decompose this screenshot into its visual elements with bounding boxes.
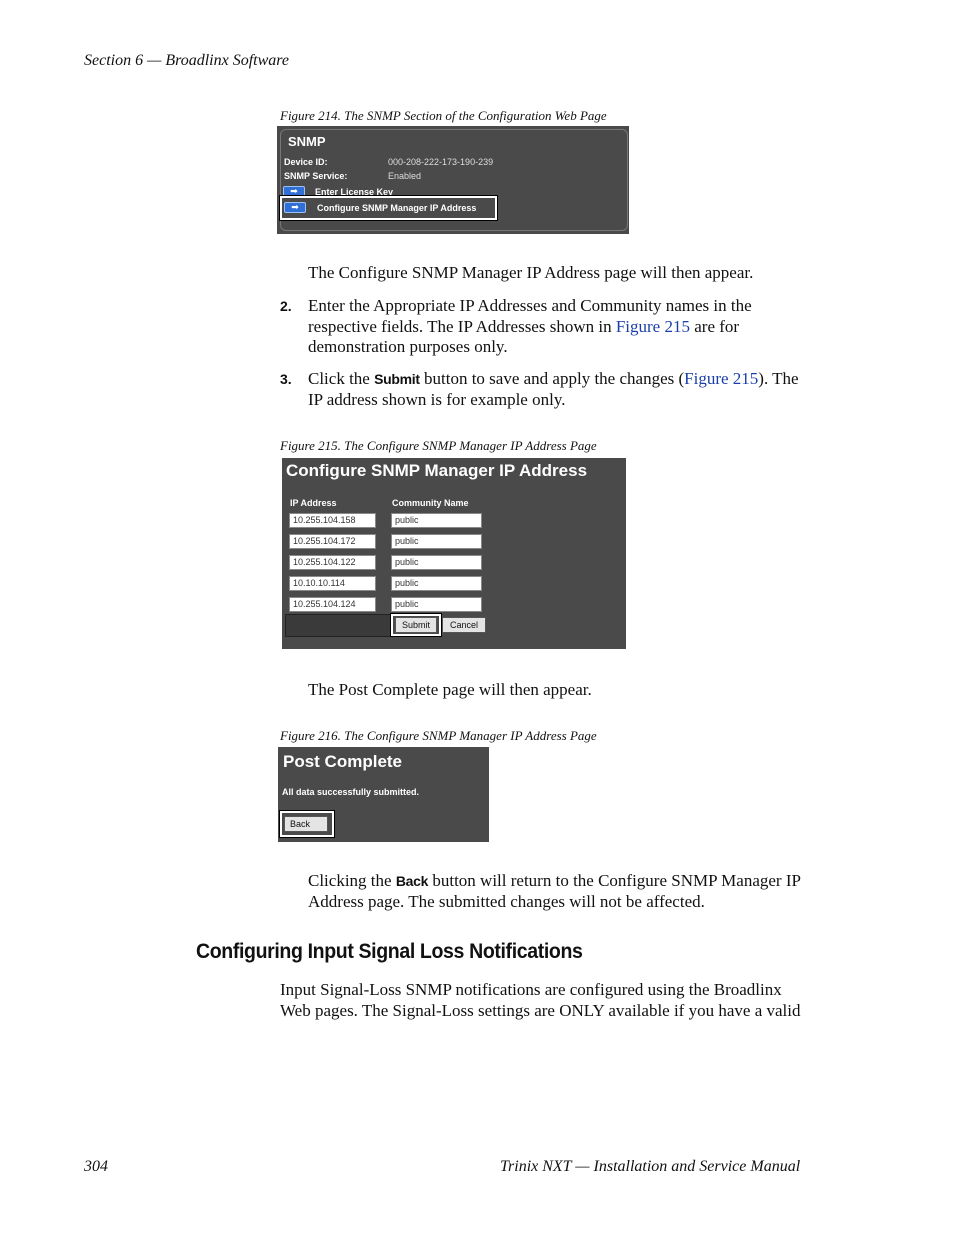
paragraph-line: Input Signal-Loss SNMP notifications are configured using the Broadlinx — [280, 980, 782, 999]
submit-button[interactable]: Submit — [395, 617, 437, 633]
snmp-panel-title: SNMP — [288, 134, 326, 149]
community-name-field[interactable]: public — [391, 534, 482, 549]
back-button-ref: Back — [395, 873, 429, 889]
paragraph — [280, 980, 850, 1021]
step-2-line: demonstration purposes only. — [308, 337, 508, 356]
step-2-line: Enter the Appropriate IP Addresses and Community names in the — [308, 296, 752, 315]
paragraph — [308, 871, 848, 912]
paragraph: The Configure SNMP Manager IP Address page will then appear. — [308, 263, 754, 282]
step-2-line: respective fields. The IP Addresses shown in Figure 215 are for — [308, 316, 740, 336]
arrow-right-icon: ➡ — [283, 186, 305, 196]
ip-address-field[interactable]: 10.10.10.114 — [289, 576, 376, 591]
community-name-field[interactable]: public — [391, 555, 482, 570]
arrow-right-icon: ➡ — [284, 202, 306, 213]
step-3-line: Click the Submit button to save and apply the changes (Figure 215). The — [308, 369, 799, 388]
snmp-service-value: Enabled — [388, 171, 422, 181]
community-name-field[interactable]: public — [391, 576, 482, 591]
cancel-button[interactable]: Cancel — [442, 617, 486, 633]
ip-address-field[interactable]: 10.255.104.158 — [289, 513, 376, 528]
device-id-label: Device ID: — [284, 157, 328, 167]
figure-216-caption: Figure 216. The Configure SNMP Manager IP Address Page — [280, 728, 597, 743]
community-name-field[interactable]: public — [391, 513, 482, 528]
figure-214-caption: Figure 214. The SNMP Section of the Configuration Web Page — [280, 108, 607, 123]
ip-address-header: IP Address — [290, 498, 337, 508]
back-button[interactable]: Back — [284, 816, 328, 832]
figure-215-link[interactable]: Figure 215 — [684, 369, 759, 388]
device-id-value: 000-208-222-173-190-239 — [388, 157, 494, 167]
paragraph-line: Web pages. The Signal-Loss settings are ONLY available if you have a valid — [280, 1000, 801, 1020]
step-3-line: IP address shown is for example only. — [308, 389, 566, 409]
manual-title: Trinix NXT — Installation and Service Manual — [500, 1158, 801, 1175]
figure-215-caption: Figure 215. The Configure SNMP Manager IP Address Page — [280, 438, 597, 453]
enter-license-key-label: Enter License Key — [315, 187, 394, 196]
figure-215-link[interactable]: Figure 215 — [615, 316, 690, 336]
community-name-header: Community Name — [392, 498, 469, 508]
submit-button-ref: Submit — [374, 371, 420, 387]
paragraph-line: Address page. The submitted changes will not be affected. — [308, 891, 705, 911]
success-message: All data successfully submitted. — [282, 787, 420, 797]
ip-address-field[interactable]: 10.255.104.122 — [289, 555, 376, 570]
section-heading: Configuring Input Signal Loss Notifications — [196, 940, 583, 963]
step-number: 2. — [280, 298, 292, 314]
step-number: 3. — [280, 371, 292, 387]
post-complete-screenshot — [278, 747, 489, 842]
running-header: Section 6 — Broadlinx Software — [84, 52, 290, 69]
configure-snmp-title: Configure SNMP Manager IP Address — [286, 461, 588, 480]
configure-snmp-screenshot — [282, 458, 626, 649]
paragraph: The Post Complete page will then appear. — [308, 680, 592, 699]
snmp-service-label: SNMP Service: — [284, 171, 348, 181]
snmp-section-screenshot — [277, 126, 629, 234]
back-button-highlight[interactable] — [280, 811, 334, 837]
ip-address-field[interactable]: 10.255.104.172 — [289, 534, 376, 549]
step-3-text — [308, 369, 848, 410]
community-name-field[interactable]: public — [391, 597, 482, 612]
paragraph-line: Clicking the Back button will return to the Configure SNMP Manager IP — [308, 871, 801, 890]
step-2-text — [308, 296, 848, 358]
submit-button-highlight[interactable] — [391, 614, 441, 636]
configure-snmp-manager-label: Configure SNMP Manager IP Address — [317, 203, 477, 213]
post-complete-title: Post Complete — [283, 752, 403, 771]
ip-address-field[interactable]: 10.255.104.124 — [289, 597, 376, 612]
configure-snmp-manager-link[interactable] — [280, 196, 497, 220]
page-number: 304 — [84, 1158, 108, 1175]
enter-license-key-link[interactable] — [283, 186, 483, 196]
